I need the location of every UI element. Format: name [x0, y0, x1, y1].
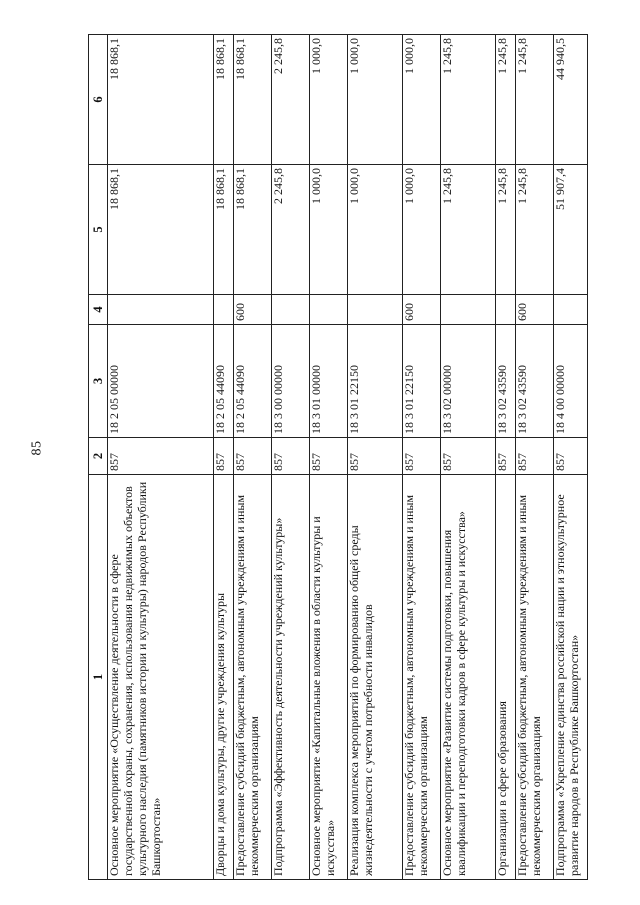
amount-cell: 2 245,8 — [272, 35, 310, 165]
target-article-cell: 18 3 01 22150 — [403, 325, 441, 438]
amount-cell: 1 245,8 — [441, 35, 496, 165]
table-header-row — [89, 35, 108, 880]
table-row — [310, 35, 348, 880]
code-cell: 857 — [310, 438, 348, 475]
table-row — [441, 35, 496, 880]
amount-cell: 18 868,1 — [234, 35, 272, 165]
code-cell: 857 — [441, 438, 496, 475]
amount-cell: 1 000,0 — [403, 35, 441, 165]
amount-cell: 44 940,5 — [554, 35, 588, 165]
code-cell: 857 — [403, 438, 441, 475]
code-cell: 857 — [554, 438, 588, 475]
table-row — [214, 35, 234, 880]
table-row — [234, 35, 272, 880]
target-article-cell: 18 2 05 00000 — [108, 325, 214, 438]
expense-type-cell — [108, 295, 214, 325]
table-row — [108, 35, 214, 880]
name-cell: Основное мероприятие «Осуществление деятельности в сфере государственной охраны, сохранения, использования недвижимых объектов культурного наследия (памятников истории и культуры) народов Республики Башкортостан» — [108, 475, 214, 880]
code-cell: 857 — [234, 438, 272, 475]
code-cell: 857 — [214, 438, 234, 475]
expense-type-cell — [310, 295, 348, 325]
name-cell: Предоставление субсидий бюджетным, автономным учреждениям и иным некоммерческим организациям — [516, 475, 554, 880]
amount-cell: 1 245,8 — [496, 35, 516, 165]
amount-cell: 18 868,1 — [214, 35, 234, 165]
expense-type-cell — [348, 295, 403, 325]
header-cell: 3 — [89, 325, 108, 438]
table-row — [348, 35, 403, 880]
amount-cell: 2 245,8 — [272, 165, 310, 295]
amount-cell: 1 000,0 — [348, 35, 403, 165]
target-article-cell: 18 3 02 00000 — [441, 325, 496, 438]
rotated-table-wrapper — [88, 35, 588, 880]
amount-cell: 1 245,8 — [496, 165, 516, 295]
expense-type-cell — [441, 295, 496, 325]
expense-type-cell — [496, 295, 516, 325]
name-cell: Дворцы и дома культуры, другие учреждения культуры — [214, 475, 234, 880]
name-cell: Основное мероприятие «Развитие системы подготовки, повышения квалификации и переподготовки кадров в сфере культуры и искусства» — [441, 475, 496, 880]
header-cell: 5 — [89, 165, 108, 295]
header-cell: 6 — [89, 35, 108, 165]
code-cell: 857 — [496, 438, 516, 475]
amount-cell: 1 000,0 — [310, 35, 348, 165]
amount-cell: 1 245,8 — [516, 165, 554, 295]
target-article-cell: 18 3 02 43590 — [516, 325, 554, 438]
amount-cell: 18 868,1 — [234, 165, 272, 295]
target-article-cell: 18 2 05 44090 — [214, 325, 234, 438]
name-cell: Предоставление субсидий бюджетным, автономным учреждениям и иным некоммерческим организациям — [234, 475, 272, 880]
target-article-cell: 18 3 01 22150 — [348, 325, 403, 438]
amount-cell: 18 868,1 — [214, 165, 234, 295]
expense-type-cell: 600 — [234, 295, 272, 325]
table-row — [554, 35, 588, 880]
expense-type-cell — [272, 295, 310, 325]
name-cell: Реализация комплекса мероприятий по формированию общей среды жизнедеятельности с учетом потребности инвалидов — [348, 475, 403, 880]
amount-cell: 1 245,8 — [516, 35, 554, 165]
amount-cell: 1 245,8 — [441, 165, 496, 295]
expense-type-cell: 600 — [403, 295, 441, 325]
amount-cell: 1 000,0 — [348, 165, 403, 295]
code-cell: 857 — [108, 438, 214, 475]
header-cell: 4 — [89, 295, 108, 325]
code-cell: 857 — [348, 438, 403, 475]
name-cell: Подпрограмма «Эффективность деятельности учреждений культуры» — [272, 475, 310, 880]
target-article-cell: 18 3 00 00000 — [272, 325, 310, 438]
table-row — [272, 35, 310, 880]
header-cell: 2 — [89, 438, 108, 475]
target-article-cell: 18 4 00 00000 — [554, 325, 588, 438]
header-cell: 1 — [89, 475, 108, 880]
target-article-cell: 18 3 01 00000 — [310, 325, 348, 438]
page-number: 85 — [29, 440, 45, 456]
expense-type-cell — [554, 295, 588, 325]
target-article-cell: 18 3 02 43590 — [496, 325, 516, 438]
target-article-cell: 18 2 05 44090 — [234, 325, 272, 438]
name-cell: Организации в сфере образования — [496, 475, 516, 880]
amount-cell: 18 868,1 — [108, 165, 214, 295]
budget-table — [88, 34, 588, 880]
table-row — [403, 35, 441, 880]
amount-cell: 18 868,1 — [108, 35, 214, 165]
name-cell: Подпрограмма «Укрепление единства российской нации и этнокультурное развитие народов в Республике Башкортостан» — [554, 475, 588, 880]
code-cell: 857 — [516, 438, 554, 475]
table-row — [516, 35, 554, 880]
expense-type-cell: 600 — [516, 295, 554, 325]
name-cell: Предоставление субсидий бюджетным, автономным учреждениям и иным некоммерческим организациям — [403, 475, 441, 880]
code-cell: 857 — [272, 438, 310, 475]
name-cell: Основное мероприятие «Капитальные вложения в области культуры и искусства» — [310, 475, 348, 880]
amount-cell: 1 000,0 — [403, 165, 441, 295]
amount-cell: 1 000,0 — [310, 165, 348, 295]
table-row — [496, 35, 516, 880]
amount-cell: 51 907,4 — [554, 165, 588, 295]
expense-type-cell — [214, 295, 234, 325]
